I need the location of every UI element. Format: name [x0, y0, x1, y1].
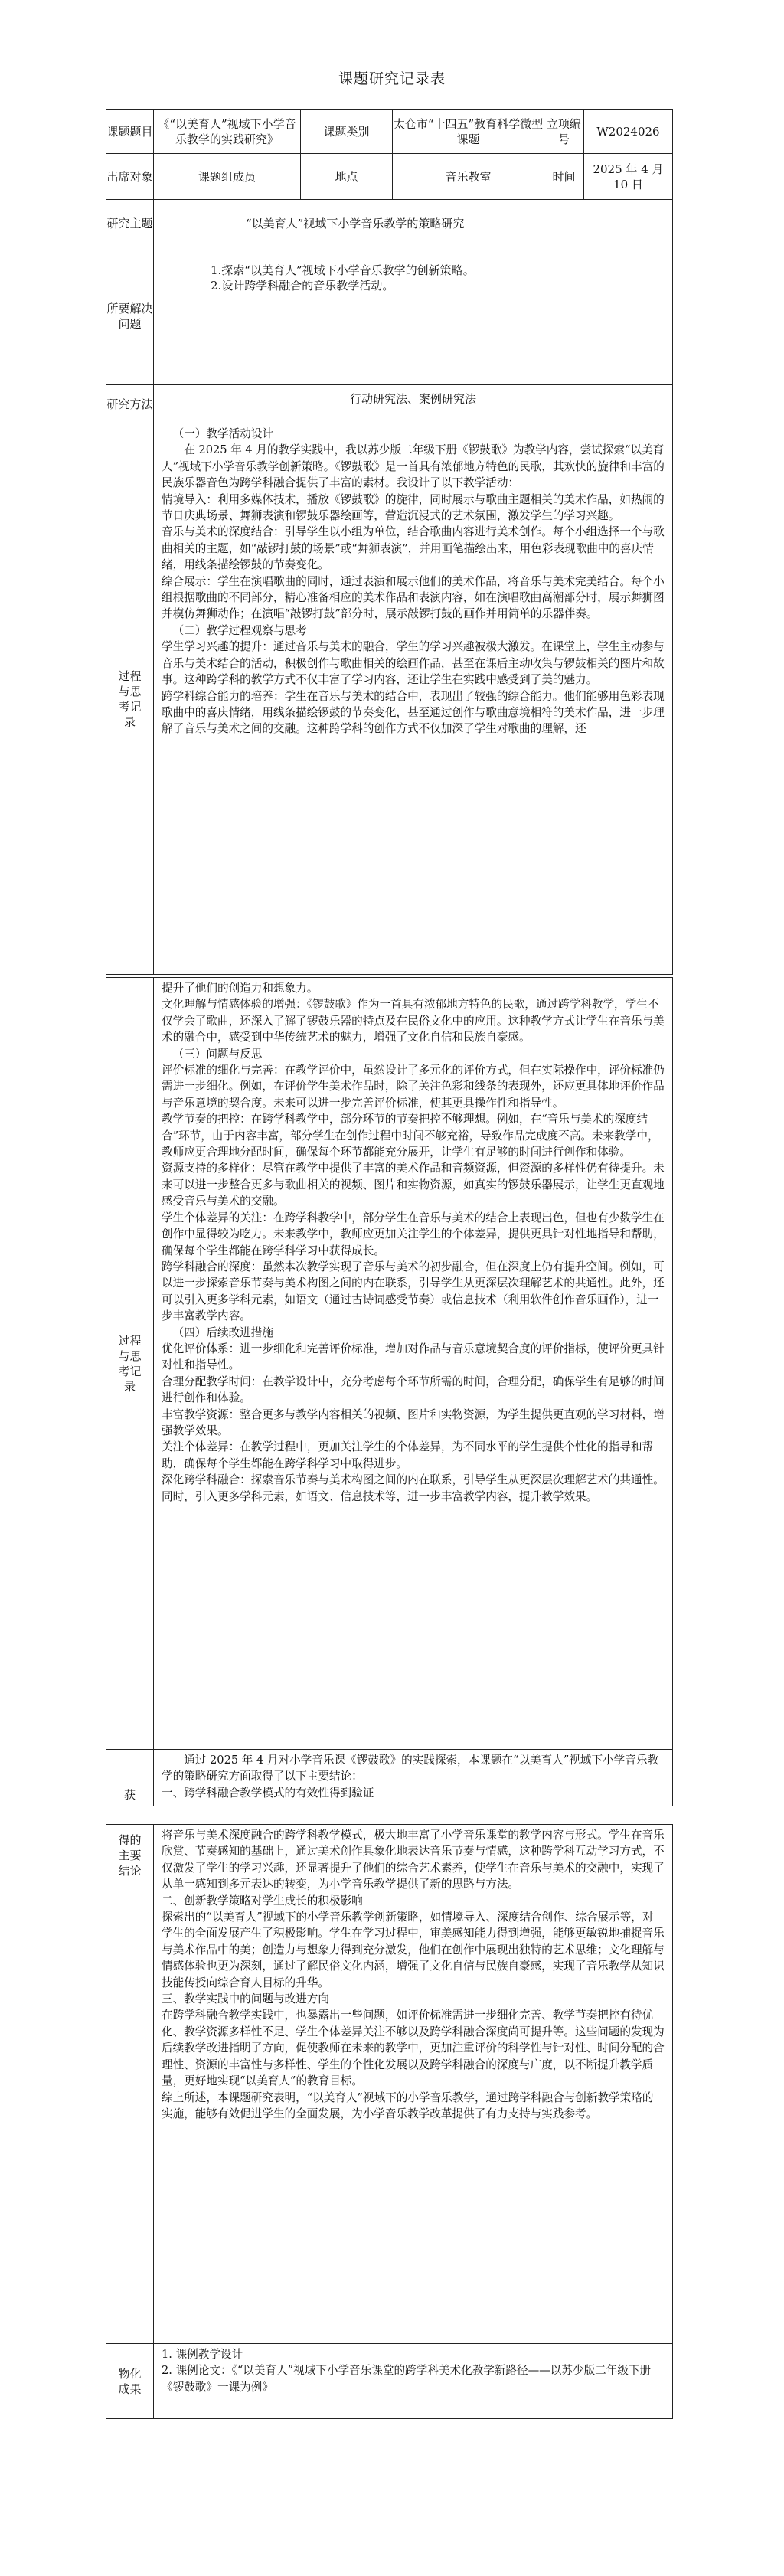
process-paragraph: 情境导入：利用多媒体技术，播放《锣鼓歌》的旋律，同时展示与歌曲主题相关的美术作品，如热闹的节日庆典场景、舞狮表演和锣鼓乐器绘画等，营造沉浸式的艺术氛围，激发学生的学习兴趣。 — [162, 492, 665, 523]
time-value: 2025 年 4 月 10 日 — [584, 154, 673, 200]
topic-label: 课题题目 — [106, 110, 154, 154]
gains-paragraph: 综上所述，本课题研究表明，“以美育人”视域下的小学音乐教学，通过跨学科融合与创新教学策略的实施，能够有效促进学生的全面发展，为小学音乐教学改革提供了有力支持与实践参考。 — [162, 2091, 654, 2120]
process-label-continued: 过程与思考记录 — [106, 978, 154, 1750]
process-paragraph: 资源支持的多样化：尽管在教学中提供了丰富的美术作品和音频资源，但资源的多样性仍有待提升。未来可以进一步整合更多与歌曲相关的视频、图片和实物资源，如真实的锣鼓乐器展示，让学生更直观地感受音乐与美术的交融。 — [162, 1162, 665, 1208]
process-paragraph: 合理分配教学时间：在教学设计中，充分考虑每个环节所需的时间，合理分配，确保学生有足够的时间进行创作和体验。 — [162, 1375, 665, 1405]
page-title: 课题研究记录表 — [338, 70, 446, 87]
subject-label: 研究主题 — [106, 200, 154, 247]
problem-item: 1.探索“以美育人”视域下小学音乐教学的创新策略。 — [211, 263, 475, 277]
results-item: 1. 课例教学设计 — [162, 2348, 243, 2361]
process-heading: （一）教学活动设计 — [172, 427, 273, 440]
process-paragraph: 优化评价体系：进一步细化和完善评价标准，增加对作品与音乐意境契合度的评价指标，使评价更具针对性和指导性。 — [162, 1342, 665, 1372]
type-value: 太仓市“十四五”教育科学微型课题 — [393, 110, 544, 154]
place-label: 地点 — [301, 154, 393, 200]
results-body — [154, 2344, 673, 2419]
gains-heading: 一、跨学科融合教学模式的有效性得到验证 — [162, 1786, 374, 1800]
process-body-part2 — [154, 978, 673, 1750]
time-label: 时间 — [544, 154, 584, 200]
process-paragraph: 音乐与美术的深度结合：引导学生以小组为单位，结合歌曲内容进行美术创作。每个小组选择一个与歌曲相关的主题，如“敲锣打鼓的场景”或“舞狮表演”，并用画笔描绘出来，用色彩表现歌曲中的喜庆情绪，用线条描绘锣鼓的节奏变化。 — [162, 525, 665, 572]
process-paragraph: 深化跨学科融合：探索音乐节奏与美术构图之间的内在联系，引导学生从更深层次理解艺术的共通性。同时，引入更多学科元素，如语文、信息技术等，进一步丰富教学内容，提升教学效果。 — [162, 1473, 665, 1503]
process-label: 过程与思考记录 — [106, 423, 154, 975]
gains-heading: 二、创新教学策略对学生成长的积极影响 — [162, 1894, 363, 1907]
gains-paragraph: 在跨学科融合教学实践中，也暴露出一些问题，如评价标准需进一步细化完善、教学节奏把控有待优化、教学资源多样性不足、学生个体差异关注不够以及跨学科融合深度尚可提升等。这些问题的发现为后续教学改进指明了方向，促使教师在未来的教学中，更加注重评价的科学性与针对性、时间分配的合理性、资源的丰富性与多样性、学生的个性化发展以及跨学科融合的深度与广度，以不断提升教学质量，更好地实现“以美育人”的教育目标。 — [162, 2009, 665, 2088]
process-paragraph: 跨学科综合能力的培养：学生在音乐与美术的结合中，表现出了较强的综合能力。他们能够用色彩表现歌曲中的喜庆情绪，用线条描绘锣鼓的节奏变化，甚至通过创作与歌曲意境相符的美术作品，进一步理解了音乐与美术之间的交融。这种跨学科的创作方式不仅加深了学生对歌曲的理解，还 — [162, 689, 665, 736]
gains-paragraph: 将音乐与美术深度融合的跨学科教学模式，极大地丰富了小学音乐课堂的教学内容与形式。学生在音乐欣赏、节奏感知的基础上，通过美术创作具象化地表达音乐节奏与情感，这种跨学科互动学习方式，不仅激发了学生的学习兴趣，还显著提升了他们的综合艺术素养，使学生在音乐与美术的交融中，实现了从单一感知到多元表达的转变，为小学音乐教学提供了新的思路与方法。 — [162, 1829, 665, 1891]
record-table-part1 — [106, 109, 673, 975]
method-label: 研究方法 — [106, 385, 154, 423]
gains-body-part1 — [154, 1750, 673, 1806]
process-paragraph: 教学节奏的把控：在跨学科教学中，部分环节的节奏把控不够理想。例如，在“音乐与美术的深度结合”环节，由于内容丰富，部分学生在创作过程中时间不够充裕，导致作品完成度不高。未来教学中，教师应更合理地分配时间，确保每个环节都能充分展开，让学生有足够的时间进行创作和体验。 — [162, 1113, 659, 1159]
number-label: 立项编号 — [544, 110, 584, 154]
process-paragraph: 学生个体差异的关注：在跨学科教学中，部分学生在音乐与美术的结合上表现出色，但也有少数学生在创作中显得较为吃力。未来教学中，教师应更加关注学生的个体差异，提供更具针对性地指导和帮助，确保每个学生都能在跨学科学习中获得成长。 — [162, 1211, 665, 1257]
gains-heading: 三、教学实践中的问题与改进方向 — [162, 1992, 329, 2006]
process-paragraph: 综合展示：学生在演唱歌曲的同时，通过表演和展示他们的美术作品，将音乐与美术完美结合。每个小组根据歌曲的不同部分，精心准备相应的美术作品和表演内容，如在演唱歌曲高潮部分时，展示舞狮图并模仿舞狮动作；在演唱“敲锣打鼓”部分时，展示敲锣打鼓的画作并用简单的乐器伴奏。 — [162, 574, 665, 621]
attendees-label: 出席对象 — [106, 154, 154, 200]
process-body-part1 — [154, 423, 673, 975]
gains-paragraph: 探索出的“以美育人”视域下的小学音乐教学创新策略，如情境导入、深度结合创作、综合展示等，对学生的全面发展产生了积极影响。学生在学习过程中，审美感知能力得到增强，能够更敏锐地捕捉音乐与美术作品中的美；创造力与想象力得到充分激发，他们在创作中展现出独特的艺术思维；文化理解与情感体验也更为深刻，通过了解民俗文化内涵，增强了文化自信与民族自豪感，实现了音乐教学从知识技能传授向综合育人目标的升华。 — [162, 1911, 665, 1989]
method-value: 行动研究法、案例研究法 — [154, 385, 673, 423]
gains-label: 得的主要结论 — [106, 1825, 154, 2344]
record-table-part3 — [106, 1824, 673, 2419]
results-item: 2. 课例论文：《“以美育人”视域下小学音乐课堂的跨学科美术化教学新路径——以苏少版二年级下册《锣鼓歌》一课为例》 — [162, 2364, 652, 2394]
gains-body-part2 — [154, 1825, 673, 2344]
process-paragraph: 在 2025 年 4 月的教学实践中，我以苏少版二年级下册《锣鼓歌》为教学内容，尝试探索“以美育人”视域下小学音乐教学创新策略。《锣鼓歌》是一首具有浓郁地方特色的民歌，其欢快的旋律和丰富的民族乐器音色为跨学科融合提供了丰富的素材。我设计了以下教学活动： — [162, 443, 665, 490]
process-paragraph: 跨学科融合的深度：虽然本次教学实现了音乐与美术的初步融合，但在深度上仍有提升空间。例如，可以进一步探索音乐节奏与美术构图之间的内在联系，引导学生从更深层次理解艺术的共通性。此外，还可以引入更多学科元素，如语文（通过古诗词感受节奏）或信息技术（利用软件创作音乐画作），进一步丰富教学内容。 — [162, 1260, 665, 1323]
number-value: W2024026 — [584, 110, 673, 154]
problem-item: 2.设计跨学科融合的音乐教学活动。 — [211, 279, 394, 293]
process-paragraph: 丰富教学资源：整合更多与教学内容相关的视频、图片和实物资源，为学生提供更直观的学习材料，增强教学效果。 — [162, 1407, 665, 1437]
place-value: 音乐教室 — [393, 154, 544, 200]
process-heading: （四）后续改进措施 — [172, 1326, 273, 1339]
attendees-value: 课题组成员 — [154, 154, 301, 200]
problems-list — [154, 247, 673, 385]
problems-label: 所要解决问题 — [106, 247, 154, 385]
gains-label-top: 获 — [106, 1750, 154, 1806]
record-table-part2 — [106, 977, 673, 1806]
process-paragraph: 评价标准的细化与完善：在教学评价中，虽然设计了多元化的评价方式，但在实际操作中，评价标准仍需进一步细化。例如，在评价学生美术作品时，除了关注色彩和线条的表现外，还应更具体地评价作品与音乐意境的契合度。未来可以进一步完善评价标准，使其更具操作性和指导性。 — [162, 1064, 665, 1110]
subject-value: “以美育人”视域下小学音乐教学的策略研究 — [154, 200, 673, 247]
process-paragraph: 提升了他们的创造力和想象力。 — [162, 982, 318, 995]
process-heading: （三）问题与反思 — [172, 1047, 263, 1061]
gains-paragraph: 通过 2025 年 4 月对小学音乐课《锣鼓歌》的实践探索，本课题在“以美育人”视域下小学音乐教学的策略研究方面取得了以下主要结论： — [162, 1754, 659, 1783]
process-paragraph: 学生学习兴趣的提升：通过音乐与美术的融合，学生的学习兴趣被极大激发。在课堂上，学生主动参与音乐与美术结合的活动，积极创作与歌曲相关的绘画作品，甚至在课后主动收集与锣鼓相关的图片和故事。这种跨学科的教学方式不仅丰富了学习内容，还让学生在实践中感受到了美的魅力。 — [162, 640, 665, 687]
topic-value: 《“以美育人”视域下小学音乐教学的实践研究》 — [154, 110, 301, 154]
process-paragraph: 关注个体差异：在教学过程中，更加关注学生的个体差异，为不同水平的学生提供个性化的指导和帮助，确保每个学生都能在跨学科学习中取得进步。 — [162, 1440, 654, 1470]
results-label: 物化成果 — [106, 2344, 154, 2419]
type-label: 课题类别 — [301, 110, 393, 154]
process-heading: （二）教学过程观察与思考 — [172, 623, 307, 637]
process-paragraph: 文化理解与情感体验的增强：《锣鼓歌》作为一首具有浓郁地方特色的民歌，通过跨学科教学，学生不仅学会了歌曲，还深入了解了锣鼓乐器的特点及在民俗文化中的应用。这种教学方式让学生在音乐与美术的融合中，感受到中华传统艺术的魅力，增强了文化自信和民族自豪感。 — [162, 998, 665, 1044]
